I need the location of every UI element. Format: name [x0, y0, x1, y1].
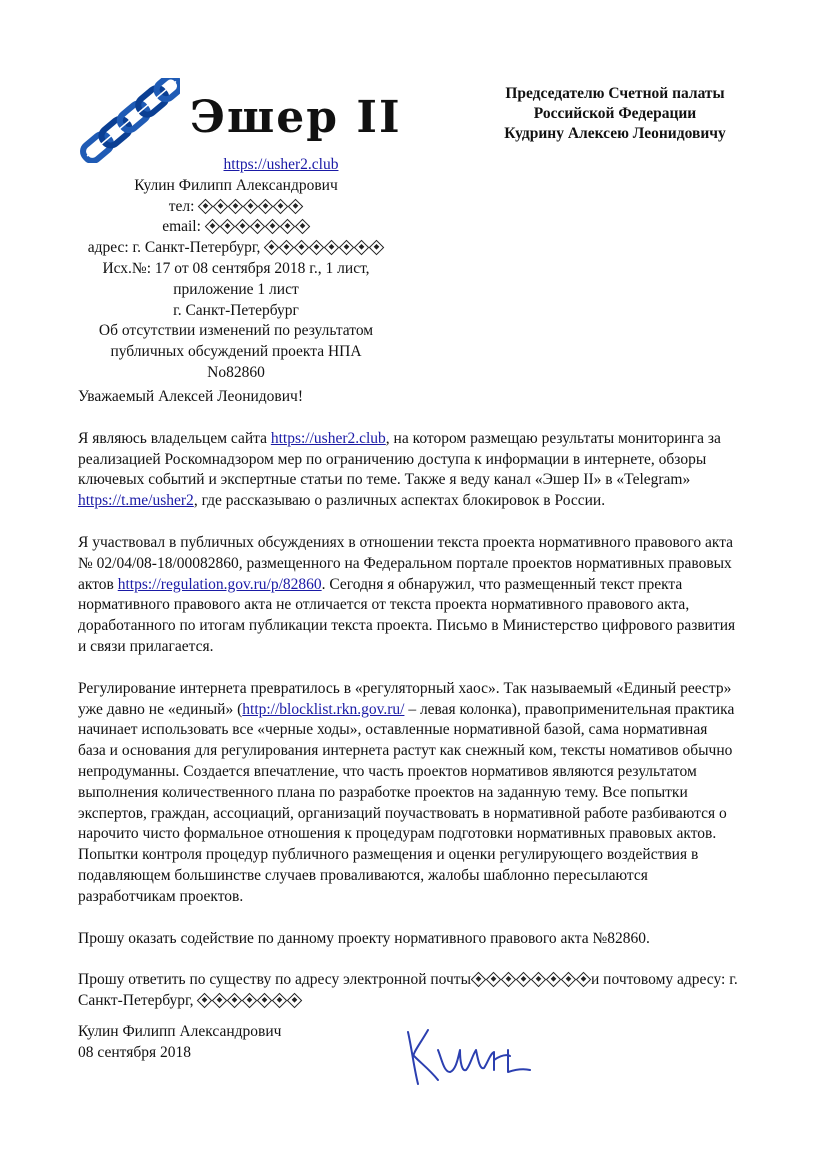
paragraph-reply	[78, 970, 738, 1012]
logo-chain-icon	[80, 78, 180, 163]
salutation: Уважаемый Алексей Леонидович!	[78, 388, 303, 405]
paragraph-text: Я являюсь владельцем сайта	[78, 429, 271, 447]
paragraph-discussion	[78, 533, 738, 658]
sender-email	[40, 217, 432, 238]
paragraph-text: . Сегодня я обнаружил, что размещенный текст пректа нормативного правового акта не отличается от текста проекта нормативного правового акта, доработанного по итогам публикации текста проекта. Письмо в Министерство цифрового развития и связи прилагается.	[78, 575, 736, 655]
paragraph-request: Прошу оказать содействие по данному проекту нормативного правового акта №82860.	[78, 929, 650, 947]
addressee-line: Кудрину Алексею Леонидовичу	[504, 125, 726, 142]
addressee-block	[430, 84, 800, 144]
paragraph-text: Прошу ответить по существу по адресу электронной почты	[78, 971, 471, 989]
redacted-glyphs	[471, 971, 591, 988]
reference-line: Исх.№: 17 от 08 сентября 2018 г., 1 лист,	[102, 259, 370, 277]
phone-label: тел:	[168, 197, 195, 215]
reference-line: приложение 1 лист	[173, 280, 299, 298]
subject-line: публичных обсуждений проекта НПА	[110, 343, 362, 361]
blocklist-link[interactable]: http://blocklist.rkn.gov.ru/	[242, 700, 405, 718]
address-label: адрес: г. Санкт-Петербург,	[87, 239, 261, 257]
redacted-glyphs	[198, 198, 303, 215]
sender-name: Кулин Филипп Александрович	[134, 176, 338, 194]
addressee-line: Российской Федерации	[533, 105, 697, 122]
paragraph-text: , где рассказываю о различных аспектах блокировок в России.	[193, 492, 606, 510]
sender-phone	[40, 197, 432, 218]
paragraph-text: Регулирование интернета превратилось в «регуляторный хаос». Так называемый «Единый реестр» уже давно не «единый» (	[78, 679, 732, 718]
paragraph-text: , на котором размещаю результаты мониторинга за реализацией Роскомнадзором мер по ограничению доступа к информации в интернете, обзоры ключевых событий и экспертные статьи по теме. Также я веду канал «Эшер II» в «Telegram»	[78, 429, 721, 489]
paragraph-text: и почтовому адресу: г. Санкт-Петербург,	[78, 971, 738, 1010]
signature-date: 08 сентября 2018	[78, 1044, 191, 1061]
email-label: email:	[162, 218, 201, 236]
redacted-glyphs	[197, 992, 302, 1009]
paragraph-text: – левая колонка), правоприменительная практика начинает использовать все «черные ходы», оставленные нормативной базой, сама нормативная база и основания для регулирования интернета растут как снежный ком, тексты номативов обычно непродуманны. Создается впечатление, что часть проектов нормативов являются результатом выполнения количественного плана по разработке проектов на заданную тему. Все попытки экспертов, граждан, ассоциаций, организаций поучаствовать в нормативной работе разбиваются о нарочито чисто формальное отношения к процедурам подготовки нормативных правовых актов. Попытки контроля процедур публичного размещения и оценки регулирующего воздействия в подавляющем большинстве случаев проваливаются, жалобы шаблонно пересылаются разработчикам проектов.	[78, 700, 735, 905]
paragraph-intro	[78, 429, 738, 512]
telegram-link[interactable]: https://t.me/usher2	[78, 492, 194, 510]
site-link[interactable]: https://usher2.club	[270, 429, 386, 447]
subject-line: No82860	[207, 363, 265, 381]
handwritten-signature	[398, 1010, 538, 1092]
subject-line: Об отсутствии изменений по результатом	[98, 322, 374, 340]
sender-block	[40, 155, 432, 384]
redacted-glyphs	[264, 239, 384, 256]
city-line: г. Санкт-Петербург	[173, 301, 299, 319]
signer-name: Кулин Филипп Александрович	[78, 1023, 282, 1040]
redacted-glyphs	[205, 218, 310, 235]
signature-block	[78, 1021, 281, 1063]
regulation-link[interactable]: https://regulation.gov.ru/p/82860	[117, 575, 322, 593]
addressee-line: Председателю Счетной палаты	[505, 85, 725, 102]
paragraph-text: Я участвовал в публичных обсуждениях в отношении текста проекта нормативного правового акта № 02/04/08-18/00082860, размещенного на Федеральном портале проектов нормативных правовых актов	[78, 533, 734, 593]
site-link[interactable]: https://usher2.club	[223, 156, 339, 173]
logo-text: Эшер II	[190, 92, 402, 143]
letter-body	[78, 387, 738, 1033]
sender-address	[40, 238, 432, 259]
paragraph-regulation	[78, 679, 738, 908]
